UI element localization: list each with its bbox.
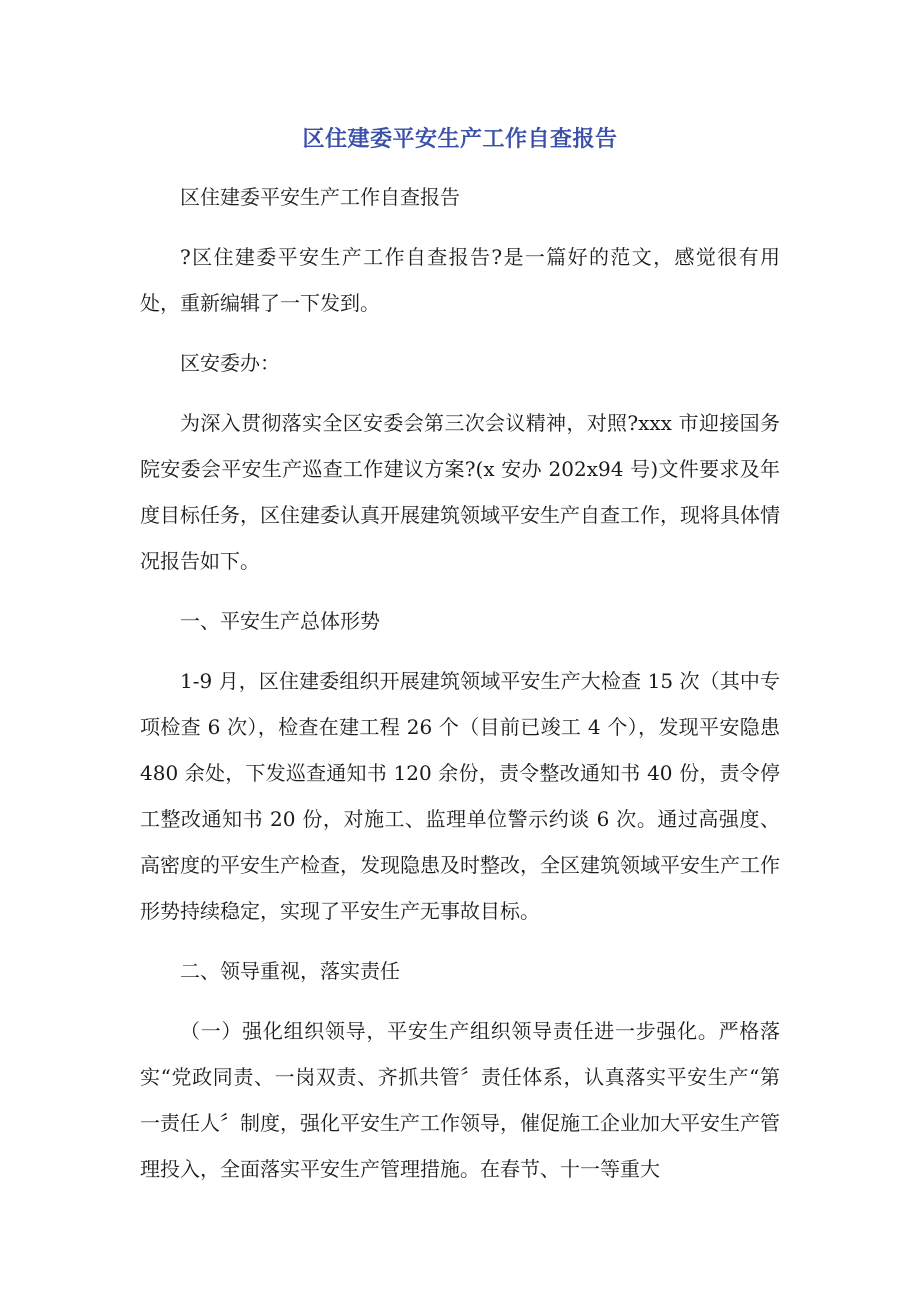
section-heading-2: 二、领导重视，落实责任 (180, 959, 400, 983)
document-title: 区住建委平安生产工作自查报告 (302, 127, 618, 152)
paragraph-subtitle: 区住建委平安生产工作自查报告 (180, 185, 460, 209)
document-body (140, 174, 780, 1206)
paragraph-situation: 1-9 月，区住建委组织开展建筑领域平安生产大检查 15 次（其中专项检查 6 次），检查在建工程 26 个（目前已竣工 4 个），发现平安隐患 480 余处，下发巡查通知书 120 余份，责令整改通知书 40 份，责令停工整改通知书 20 份，对施工、监理单位警示约谈 6 次。通过高强度、高密度的平安生产检查，发现隐患及时整改，全区建筑领域平安生产工作形势持续稳定，实现了平安生产无事故目标。 (140, 669, 780, 923)
paragraph-addressee: 区安委办： (180, 351, 280, 375)
paragraph-intro: ?区住建委平安生产工作自查报告?是一篇好的范文，感觉很有用处，重新编辑了一下发到。 (140, 245, 780, 315)
paragraph-leadership: （一）强化组织领导，平安生产组织领导责任进一步强化。严格落实“党政同责、一岗双责、齐抓共管〞责任体系，认真落实平安生产“第一责任人〞制度，强化平安生产工作领导，催促施工企业加大平安生产管理投入，全面落实平安生产管理措施。在春节、十一等重大 (140, 1019, 780, 1181)
paragraph-purpose: 为深入贯彻落实全区安委会第三次会议精神，对照?xxx 市迎接国务院安委会平安生产巡查工作建议方案?(x 安办 202x94 号)文件要求及年度目标任务，区住建委认真开展建筑领域平安生产自查工作，现将具体情况报告如下。 (140, 411, 780, 573)
section-heading-1: 一、平安生产总体形势 (180, 609, 380, 633)
